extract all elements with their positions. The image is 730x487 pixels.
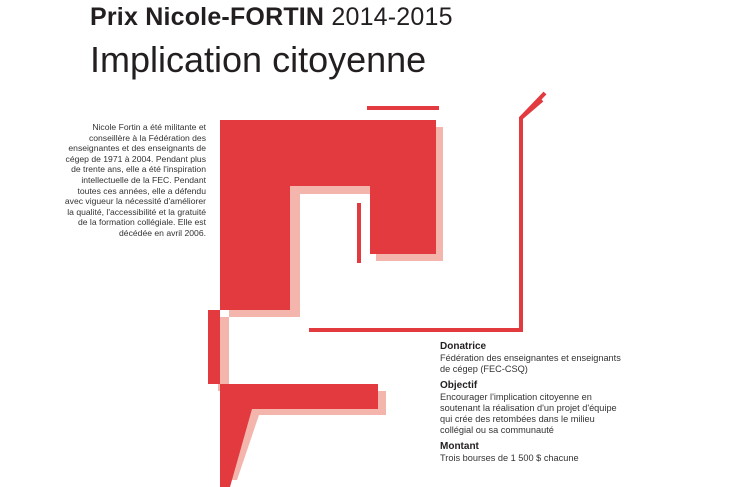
prize-name: Prix Nicole-FORTIN <box>90 3 325 31</box>
amount-text: Trois bourses de 1 500 $ chacune <box>440 453 579 463</box>
award-details <box>440 340 630 468</box>
graphic-small-bar <box>357 203 361 263</box>
prize-years: 2014-2015 <box>331 3 453 31</box>
graphic-top-bar <box>367 106 439 110</box>
donor-block <box>440 340 630 375</box>
amount-label: Montant <box>440 441 479 452</box>
objective-label: Objectif <box>440 380 478 391</box>
poster-subtitle: Implication citoyenne <box>90 39 427 80</box>
donor-label: Donatrice <box>440 341 487 352</box>
graphic-main-shape <box>208 120 436 487</box>
objective-block <box>440 379 630 436</box>
objective-text: Encourager l'implication citoyenne en soutenant la réalisation d'un projet d'équipe qui crée des retombées dans le milieu collégial ou sa communauté <box>440 392 617 435</box>
donor-text: Fédération des enseignantes et enseignants de cégep (FEC-CSQ) <box>440 353 621 374</box>
graphic-thin-diagonal <box>521 93 545 118</box>
bio-text: Nicole Fortin a été militante et conseillère à la Fédération des enseignantes et des enseignants de cégep de 1971 à 2004. Pendant plus de trente ans, elle a été l'inspiration intellectuelle de la FEC. Pendant toutes ces années, elle a défendu avec vigueur la nécessité d'améliorer la qualité, l'accessibilité et la gratuité de la formation collégiale. Elle est décédée en avril 2006. <box>64 122 206 238</box>
amount-block <box>440 440 630 464</box>
